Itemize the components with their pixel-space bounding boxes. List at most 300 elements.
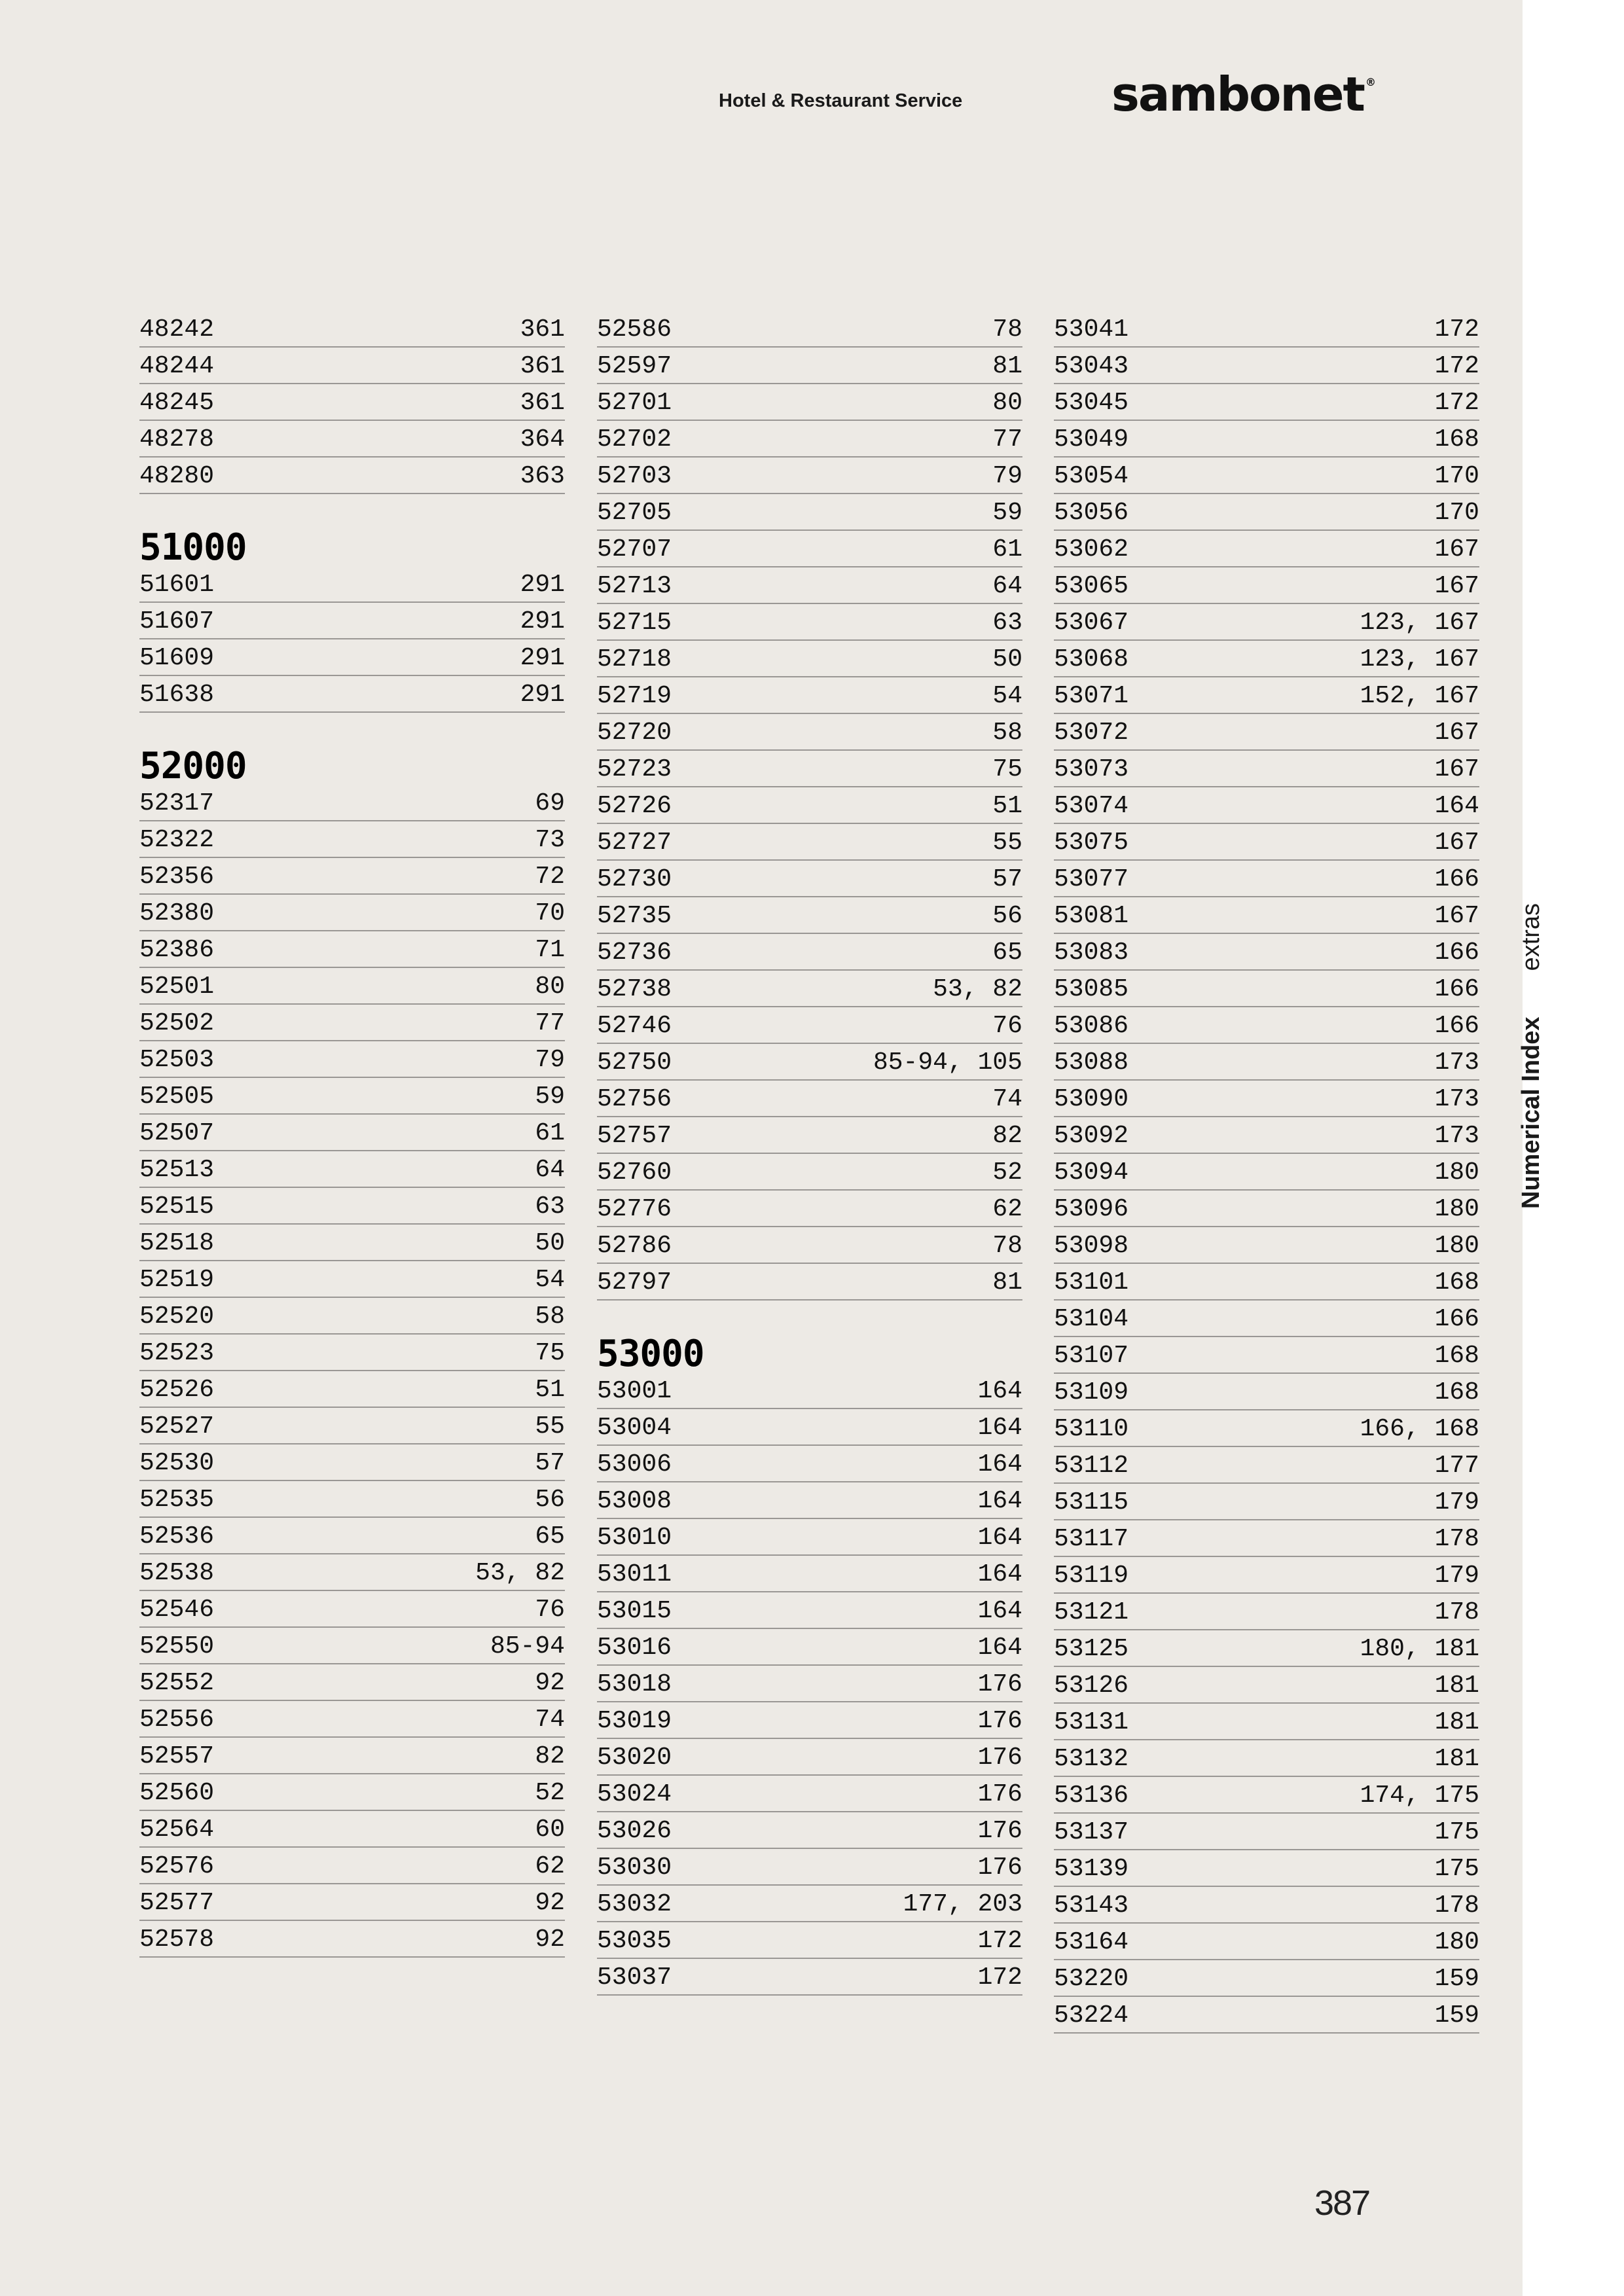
- product-code: 53043: [1054, 352, 1129, 380]
- index-entry: [597, 1154, 1022, 1191]
- product-code: 53049: [1054, 425, 1129, 454]
- page-reference: 176: [977, 1854, 1022, 1882]
- index-entry: [597, 1666, 1022, 1702]
- index-entry: [139, 1261, 565, 1298]
- product-code: 53056: [1054, 499, 1129, 527]
- page-reference: 166: [1434, 1305, 1479, 1333]
- index-entry: [139, 1005, 565, 1041]
- index-entry: [597, 1739, 1022, 1776]
- product-code: 52507: [139, 1119, 215, 1147]
- page-reference: 80: [992, 389, 1022, 417]
- index-entry: [597, 1592, 1022, 1629]
- product-code: 53001: [597, 1377, 672, 1405]
- index-entry: [597, 1922, 1022, 1959]
- index-entry: [1054, 348, 1479, 384]
- index-entry: [139, 639, 565, 676]
- product-code: 52557: [139, 1742, 215, 1770]
- brand-logo: [1111, 67, 1375, 122]
- product-code: 53131: [1054, 1708, 1129, 1736]
- page-reference: 166: [1434, 939, 1479, 967]
- index-entry: [1054, 1667, 1479, 1704]
- index-entry: [597, 1264, 1022, 1300]
- product-code: 53065: [1054, 572, 1129, 600]
- product-code: 52380: [139, 899, 215, 927]
- index-entry: [597, 421, 1022, 457]
- page-reference: 170: [1434, 499, 1479, 527]
- index-entry: [1054, 897, 1479, 934]
- page-reference: 167: [1434, 719, 1479, 747]
- page-reference: 74: [535, 1706, 565, 1734]
- page-reference: 54: [535, 1266, 565, 1294]
- index-entry: [139, 931, 565, 968]
- index-entry: [139, 457, 565, 494]
- page-reference: 79: [535, 1046, 565, 1074]
- index-entry: [139, 1408, 565, 1444]
- index-entry: [1054, 457, 1479, 494]
- page-reference: 164: [977, 1560, 1022, 1588]
- index-entry: [597, 1482, 1022, 1519]
- page-reference: 57: [992, 865, 1022, 893]
- product-code: 53094: [1054, 1158, 1129, 1187]
- page-reference: 180, 181: [1360, 1635, 1479, 1663]
- product-code: 52738: [597, 975, 672, 1003]
- page-reference: 176: [977, 1817, 1022, 1845]
- index-entry: [1054, 714, 1479, 751]
- brand-logo-text: sambonet: [1111, 67, 1364, 122]
- product-code: 52756: [597, 1085, 672, 1113]
- page-reference: 85-94: [490, 1632, 565, 1660]
- product-code: 53054: [1054, 462, 1129, 490]
- product-code: 52707: [597, 535, 672, 564]
- index-entry: [139, 1591, 565, 1628]
- index-entry: [1054, 1447, 1479, 1484]
- product-code: 53125: [1054, 1635, 1129, 1663]
- product-code: 52750: [597, 1049, 672, 1077]
- page-reference: 168: [1434, 1268, 1479, 1297]
- page-reference: 178: [1434, 1892, 1479, 1920]
- page-reference: 52: [992, 1158, 1022, 1187]
- index-column-3: [1054, 311, 1479, 2034]
- index-entry: [597, 457, 1022, 494]
- product-code: 53026: [597, 1817, 672, 1845]
- index-entry: [1054, 1081, 1479, 1117]
- product-code: 53126: [1054, 1672, 1129, 1700]
- product-code: 53143: [1054, 1892, 1129, 1920]
- page-reference: 92: [535, 1926, 565, 1954]
- page-reference: 77: [992, 425, 1022, 454]
- page-reference: 361: [520, 389, 565, 417]
- product-code: 53075: [1054, 829, 1129, 857]
- product-code: 53072: [1054, 719, 1129, 747]
- index-group: [1054, 311, 1479, 2034]
- page-reference: 172: [977, 1964, 1022, 1992]
- index-entry: [1054, 1924, 1479, 1960]
- index-entry: [139, 1738, 565, 1774]
- page-reference: 177: [1434, 1452, 1479, 1480]
- index-entry: [139, 1774, 565, 1811]
- index-entry: [597, 1849, 1022, 1886]
- page-reference: 76: [535, 1596, 565, 1624]
- product-code: 53006: [597, 1450, 672, 1479]
- index-entry: [597, 1959, 1022, 1996]
- product-code: 53137: [1054, 1818, 1129, 1846]
- page-reference: 65: [992, 939, 1022, 967]
- index-entry: [1054, 1630, 1479, 1667]
- product-code: 52776: [597, 1195, 672, 1223]
- product-code: 52723: [597, 755, 672, 783]
- index-entry: [1054, 787, 1479, 824]
- page-reference: 172: [1434, 389, 1479, 417]
- product-code: 53032: [597, 1890, 672, 1918]
- page-reference: 72: [535, 863, 565, 891]
- index-entry: [139, 821, 565, 858]
- product-code: 53132: [1054, 1745, 1129, 1773]
- index-entry: [1054, 1154, 1479, 1191]
- product-code: 53008: [597, 1487, 672, 1515]
- index-entry: [597, 677, 1022, 714]
- index-entry: [139, 1371, 565, 1408]
- page-reference: 63: [992, 609, 1022, 637]
- index-entry: [597, 714, 1022, 751]
- index-group: [139, 744, 565, 1958]
- index-entry: [597, 861, 1022, 897]
- page-reference: 180: [1434, 1195, 1479, 1223]
- page-reference: 174, 175: [1360, 1782, 1479, 1810]
- index-entry: [1054, 311, 1479, 348]
- page-reference: 177, 203: [903, 1890, 1022, 1918]
- product-code: 48278: [139, 425, 215, 454]
- page-reference: 172: [1434, 315, 1479, 344]
- page-reference: 173: [1434, 1049, 1479, 1077]
- page-reference: 65: [535, 1522, 565, 1551]
- page-reference: 179: [1434, 1562, 1479, 1590]
- page-reference: 73: [535, 826, 565, 854]
- index-entry: [1054, 934, 1479, 971]
- product-code: 52552: [139, 1669, 215, 1697]
- page-reference: 59: [535, 1083, 565, 1111]
- page-reference: 291: [520, 681, 565, 709]
- group-heading: 51000: [139, 526, 247, 569]
- header-service-label: Hotel & Restaurant Service: [719, 90, 963, 111]
- index-entry: [1054, 384, 1479, 421]
- index-entry: [1054, 1264, 1479, 1300]
- page-reference: 77: [535, 1009, 565, 1037]
- index-entry: [597, 1519, 1022, 1556]
- index-group: [597, 311, 1022, 1300]
- index-entry: [139, 858, 565, 895]
- product-code: 52530: [139, 1449, 215, 1477]
- product-code: 48242: [139, 315, 215, 344]
- index-entry: [139, 1664, 565, 1701]
- index-entry: [139, 1078, 565, 1115]
- product-code: 48244: [139, 352, 215, 380]
- product-code: 51607: [139, 607, 215, 636]
- product-code: 53041: [1054, 315, 1129, 344]
- page-reference: 92: [535, 1669, 565, 1697]
- product-code: 52577: [139, 1889, 215, 1917]
- index-entry: [139, 1151, 565, 1188]
- page-reference: 71: [535, 936, 565, 964]
- product-code: 53035: [597, 1927, 672, 1955]
- product-code: 53088: [1054, 1049, 1129, 1077]
- product-code: 48280: [139, 462, 215, 490]
- page-reference: 175: [1434, 1818, 1479, 1846]
- side-tab-section: Numerical Index: [1517, 1016, 1545, 1209]
- index-entry: [597, 567, 1022, 604]
- product-code: 52786: [597, 1232, 672, 1260]
- index-entry: [597, 384, 1022, 421]
- page-reference: 361: [520, 352, 565, 380]
- page-reference: 167: [1434, 535, 1479, 564]
- product-code: 53019: [597, 1707, 672, 1735]
- group-heading: 52000: [139, 745, 247, 787]
- product-code: 52317: [139, 789, 215, 817]
- side-tab-chapter: extras: [1517, 903, 1545, 971]
- page-reference: 178: [1434, 1598, 1479, 1626]
- index-entry: [597, 1556, 1022, 1592]
- index-entry: [139, 1921, 565, 1958]
- product-code: 53016: [597, 1634, 672, 1662]
- index-entry: [597, 1776, 1022, 1812]
- index-entry: [139, 968, 565, 1005]
- page-number: 387: [1314, 2183, 1370, 2223]
- index-entry: [1054, 971, 1479, 1007]
- page-reference: 82: [992, 1122, 1022, 1150]
- index-entry: [139, 603, 565, 639]
- product-code: 52705: [597, 499, 672, 527]
- page-reference: 164: [977, 1634, 1022, 1662]
- index-entry: [597, 1629, 1022, 1666]
- product-code: 52505: [139, 1083, 215, 1111]
- page-reference: 175: [1434, 1855, 1479, 1883]
- product-code: 52536: [139, 1522, 215, 1551]
- index-entry: [1054, 1007, 1479, 1044]
- product-code: 53024: [597, 1780, 672, 1808]
- index-entry: [1054, 1520, 1479, 1557]
- page-reference: 80: [535, 973, 565, 1001]
- product-code: 53015: [597, 1597, 672, 1625]
- page-reference: 75: [535, 1339, 565, 1367]
- index-entry: [1054, 1337, 1479, 1374]
- index-entry: [139, 1518, 565, 1554]
- index-entry: [597, 1702, 1022, 1739]
- product-code: 53077: [1054, 865, 1129, 893]
- product-code: 53067: [1054, 609, 1129, 637]
- page-reference: 69: [535, 789, 565, 817]
- page-reference: 56: [992, 902, 1022, 930]
- product-code: 53115: [1054, 1488, 1129, 1516]
- product-code: 53083: [1054, 939, 1129, 967]
- page-reference: 172: [1434, 352, 1479, 380]
- product-code: 52703: [597, 462, 672, 490]
- product-code: 53037: [597, 1964, 672, 1992]
- product-code: 52550: [139, 1632, 215, 1660]
- index-entry: [1054, 641, 1479, 677]
- page-reference: 166: [1434, 1012, 1479, 1040]
- index-entry: [597, 824, 1022, 861]
- product-code: 52727: [597, 829, 672, 857]
- product-code: 53074: [1054, 792, 1129, 820]
- index-entry: [139, 1554, 565, 1591]
- product-code: 52513: [139, 1156, 215, 1184]
- product-code: 52720: [597, 719, 672, 747]
- index-entry: [139, 348, 565, 384]
- page-reference: 76: [992, 1012, 1022, 1040]
- product-code: 52503: [139, 1046, 215, 1074]
- index-entry: [597, 1372, 1022, 1409]
- index-entry: [1054, 1850, 1479, 1887]
- page-reference: 167: [1434, 572, 1479, 600]
- product-code: 52746: [597, 1012, 672, 1040]
- page-reference: 123, 167: [1360, 609, 1479, 637]
- product-code: 52760: [597, 1158, 672, 1187]
- index-entry: [139, 421, 565, 457]
- index-entry: [597, 897, 1022, 934]
- page-reference: 51: [535, 1376, 565, 1404]
- index-entry: [597, 311, 1022, 348]
- page-reference: 166: [1434, 975, 1479, 1003]
- product-code: 52730: [597, 865, 672, 893]
- index-entry: [1054, 1740, 1479, 1777]
- page-reference: 168: [1434, 425, 1479, 454]
- index-entry: [1054, 1704, 1479, 1740]
- product-code: 53101: [1054, 1268, 1129, 1297]
- page-reference: 164: [977, 1414, 1022, 1442]
- product-code: 52713: [597, 572, 672, 600]
- index-entry: [597, 641, 1022, 677]
- index-entry: [1054, 824, 1479, 861]
- page-reference: 61: [535, 1119, 565, 1147]
- product-code: 53112: [1054, 1452, 1129, 1480]
- page-reference: 168: [1434, 1378, 1479, 1407]
- product-code: 52538: [139, 1559, 215, 1587]
- page-reference: 168: [1434, 1342, 1479, 1370]
- index-entry: [1054, 1227, 1479, 1264]
- product-code: 52520: [139, 1302, 215, 1331]
- index-entry: [1054, 1594, 1479, 1630]
- product-code: 53224: [1054, 2001, 1129, 2030]
- product-code: 53085: [1054, 975, 1129, 1003]
- page-reference: 291: [520, 644, 565, 672]
- registered-mark: ®: [1365, 76, 1375, 88]
- index-group: [597, 1332, 1022, 1996]
- product-code: 53086: [1054, 1012, 1129, 1040]
- index-entry: [139, 1335, 565, 1371]
- page-reference: 180: [1434, 1232, 1479, 1260]
- index-entry: [139, 1188, 565, 1225]
- product-code: 52322: [139, 826, 215, 854]
- page-reference: 82: [535, 1742, 565, 1770]
- index-entry: [139, 1481, 565, 1518]
- product-code: 53121: [1054, 1598, 1129, 1626]
- index-entry: [139, 1811, 565, 1848]
- index-entry: [1054, 604, 1479, 641]
- page-reference: 92: [535, 1889, 565, 1917]
- index-entry: [1054, 1374, 1479, 1410]
- page-reference: 55: [535, 1412, 565, 1441]
- index-entry: [139, 1884, 565, 1921]
- product-code: 52726: [597, 792, 672, 820]
- page-reference: 58: [535, 1302, 565, 1331]
- page-reference: 79: [992, 462, 1022, 490]
- index-entry: [139, 566, 565, 603]
- page-reference: 176: [977, 1707, 1022, 1735]
- product-code: 52715: [597, 609, 672, 637]
- page-reference: 63: [535, 1193, 565, 1221]
- product-code: 52515: [139, 1193, 215, 1221]
- index-entry: [597, 604, 1022, 641]
- page-reference: 58: [992, 719, 1022, 747]
- page-reference: 55: [992, 829, 1022, 857]
- page-reference: 75: [992, 755, 1022, 783]
- page-reference: 173: [1434, 1085, 1479, 1113]
- product-code: 51609: [139, 644, 215, 672]
- page-reference: 176: [977, 1744, 1022, 1772]
- index-entry: [1054, 531, 1479, 567]
- page-reference: 54: [992, 682, 1022, 710]
- product-code: 52560: [139, 1779, 215, 1807]
- product-code: 53045: [1054, 389, 1129, 417]
- index-entry: [597, 1409, 1022, 1446]
- product-code: 53073: [1054, 755, 1129, 783]
- page-reference: 70: [535, 899, 565, 927]
- product-code: 53139: [1054, 1855, 1129, 1883]
- product-code: 53090: [1054, 1085, 1129, 1113]
- page-reference: 78: [992, 1232, 1022, 1260]
- index-entry: [1054, 1484, 1479, 1520]
- index-entry: [139, 1444, 565, 1481]
- page-reference: 51: [992, 792, 1022, 820]
- page-reference: 81: [992, 1268, 1022, 1297]
- index-entry: [597, 1886, 1022, 1922]
- index-entry: [1054, 1960, 1479, 1997]
- page-reference: 85-94, 105: [873, 1049, 1022, 1077]
- product-code: 53220: [1054, 1965, 1129, 1993]
- page-reference: 170: [1434, 462, 1479, 490]
- index-entry: [139, 1115, 565, 1151]
- product-code: 48245: [139, 389, 215, 417]
- index-entry: [139, 1041, 565, 1078]
- product-code: 53136: [1054, 1782, 1129, 1810]
- index-entry: [1054, 1117, 1479, 1154]
- product-code: 52701: [597, 389, 672, 417]
- index-entry: [1054, 1814, 1479, 1850]
- page-reference: 60: [535, 1816, 565, 1844]
- index-entry: [597, 934, 1022, 971]
- page-reference: 164: [977, 1487, 1022, 1515]
- index-entry: [1054, 1410, 1479, 1447]
- index-entry: [1054, 677, 1479, 714]
- product-code: 53020: [597, 1744, 672, 1772]
- product-code: 52719: [597, 682, 672, 710]
- index-entry: [1054, 1557, 1479, 1594]
- page-reference: 181: [1434, 1745, 1479, 1773]
- index-entry: [597, 751, 1022, 787]
- index-entry: [597, 348, 1022, 384]
- page-reference: 52: [535, 1779, 565, 1807]
- page-reference: 53, 82: [475, 1559, 565, 1587]
- index-entry: [1054, 494, 1479, 531]
- product-code: 52526: [139, 1376, 215, 1404]
- product-code: 52586: [597, 315, 672, 344]
- index-entry: [1054, 1887, 1479, 1924]
- product-code: 53011: [597, 1560, 672, 1588]
- product-code: 53004: [597, 1414, 672, 1442]
- page-reference: 164: [977, 1377, 1022, 1405]
- product-code: 53030: [597, 1854, 672, 1882]
- index-entry: [139, 895, 565, 931]
- index-entry: [597, 1191, 1022, 1227]
